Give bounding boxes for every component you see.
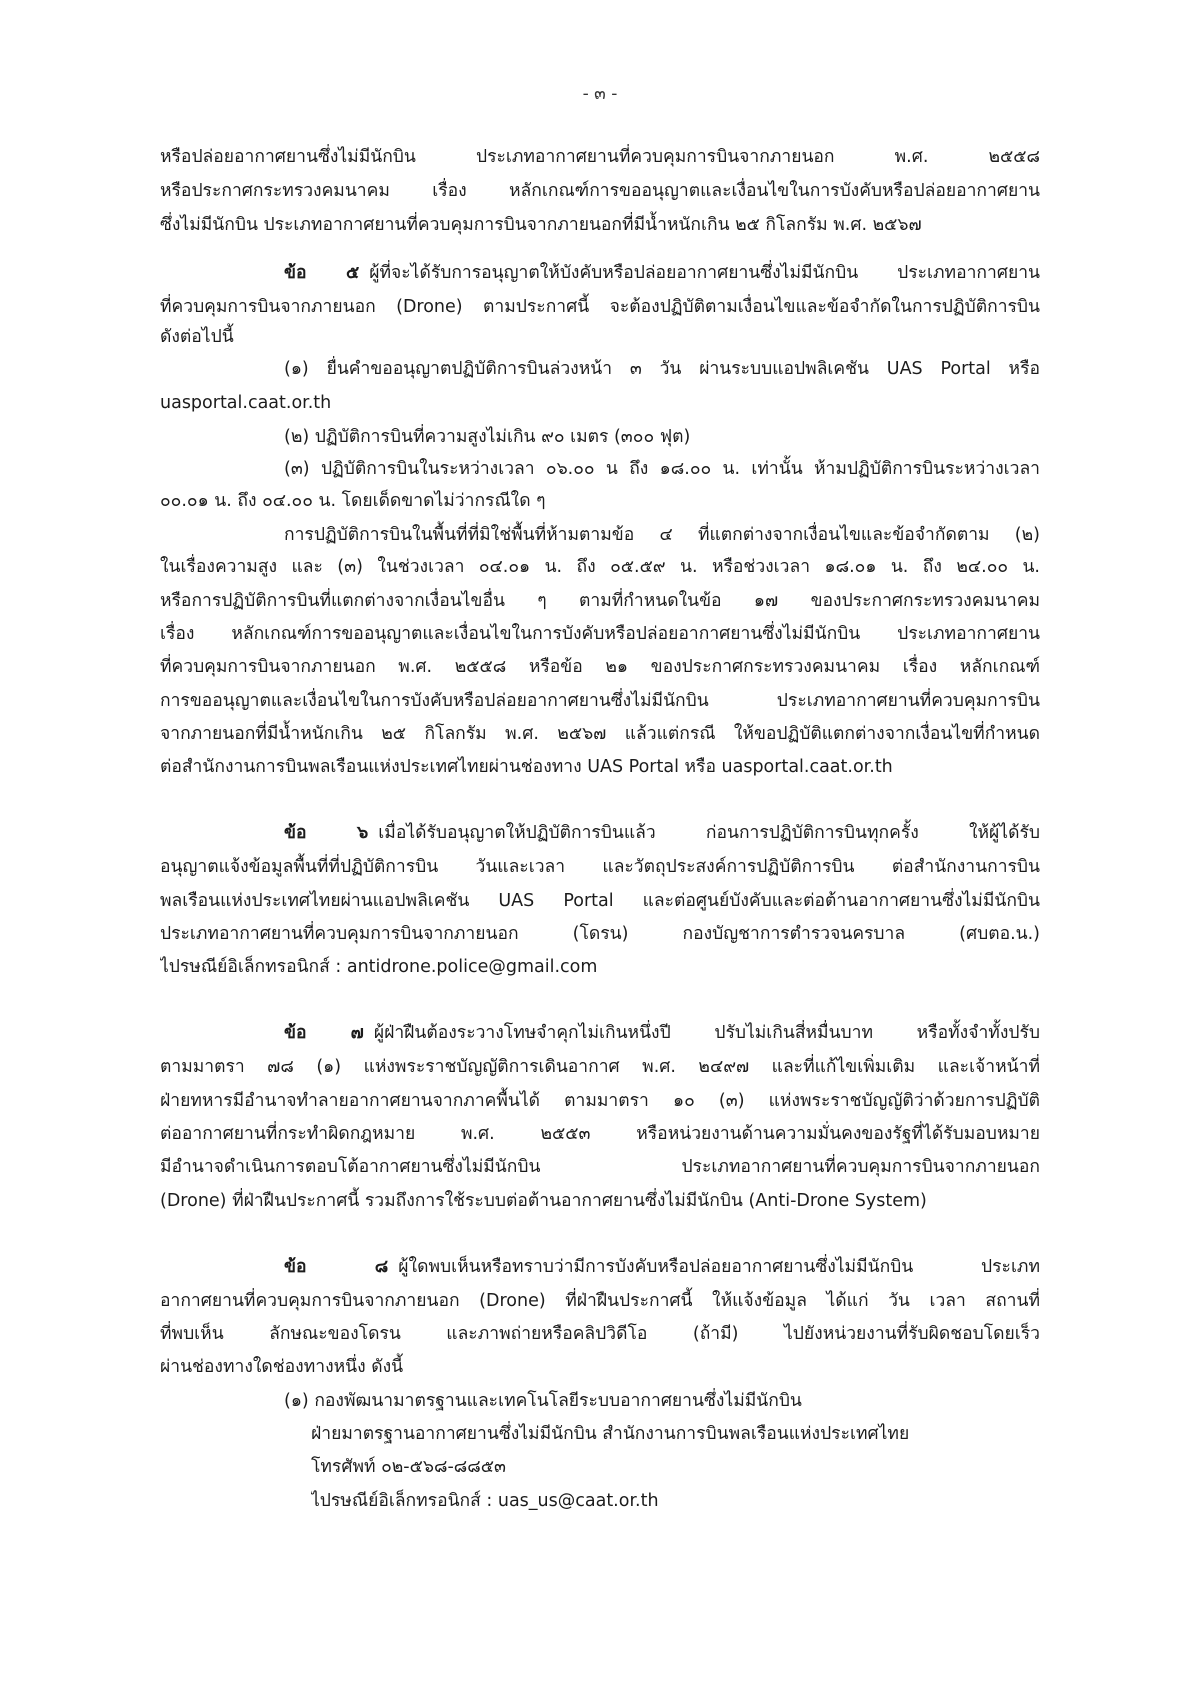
contact-org: (๑) กองพัฒนามาตรฐานและเทคโนโลยีระบบอากาศยานซึ่งไม่มีนักบิน [284, 1391, 802, 1411]
text-line: ซึ่งไม่มีนักบิน ประเภทอากาศยานที่ควบคุมการบินจากภายนอกที่มีน้ำหนักเกิน ๒๕ กิโลกรัม พ.ศ. ๒๕๖๗ [160, 215, 922, 235]
list-item-3: (๓) ปฏิบัติการบินในระหว่างเวลา ๐๖.๐๐ น ถึง ๑๘.๐๐ น. เท่านั้น ห้ามปฏิบัติการบินระหว่างเวลา [284, 459, 1040, 479]
text-line: ไปรษณีย์อิเล็กทรอนิกส์ : antidrone.police@gmail.com [160, 957, 598, 977]
clause-8-first-line [284, 1250, 1040, 1284]
text-line: ต่ออากาศยานที่กระทำผิดกฎหมาย พ.ศ. ๒๕๕๓ หรือหน่วยงานด้านความมั่นคงของรัฐที่ได้รับมอบหมาย [160, 1124, 1040, 1144]
list-item-1-cont: uasportal.caat.or.th [160, 393, 332, 413]
text-line: ฝ่ายทหารมีอำนาจทำลายอากาศยานจากภาคพื้นได้ ตามมาตรา ๑๐ (๓) แห่งพระราชบัญญัติว่าด้วยการปฏิบัติ [160, 1091, 1040, 1111]
list-item-1: (๑) ยื่นคำขออนุญาตปฏิบัติการบินล่วงหน้า ๓ วัน ผ่านระบบแอปพลิเคชัน UAS Portal หรือ [284, 359, 1040, 379]
contact-email[interactable]: ไปรษณีย์อิเล็กทรอนิกส์ : uas_us@caat.or.th [311, 1491, 659, 1511]
clause-5-first-line [284, 256, 1040, 290]
text-line: มีอำนาจดำเนินการตอบโต้อากาศยานซึ่งไม่มีนักบิน ประเภทอากาศยานที่ควบคุมการบินจากภายนอก [160, 1157, 1040, 1177]
text-span: ผู้ฝ่าฝืนต้องระวางโทษจำคุกไม่เกินหนึ่งปี ปรับไม่เกินสี่หมื่นบาท หรือทั้งจำทั้งปรับ [373, 1023, 1040, 1043]
text-line: อากาศยานที่ควบคุมการบินจากภายนอก (Drone) ที่ฝ่าฝืนประกาศนี้ ให้แจ้งข้อมูล ได้แก่ วัน เวลา สถานที่ [160, 1291, 1040, 1311]
list-item-3-cont: ๐๐.๐๑ น. ถึง ๐๔.๐๐ น. โดยเด็ดขาดไม่ว่ากรณีใด ๆ [160, 491, 546, 511]
text-line: การขออนุญาตและเงื่อนไขในการบังคับหรือปล่อยอากาศยานซึ่งไม่มีนักบิน ประเภทอากาศยานที่ควบคุมการบิน [160, 691, 1040, 711]
text-line: ที่ควบคุมการบินจากภายนอก (Drone) ตามประกาศนี้ จะต้องปฏิบัติตามเงื่อนไขและข้อจำกัดในการปฏิบัติการบิน [160, 297, 1040, 317]
text-line: ที่พบเห็น ลักษณะของโดรน และภาพถ่ายหรือคลิปวิดีโอ (ถ้ามี) ไปยังหน่วยงานที่รับผิดชอบโดยเร็ว [160, 1324, 1040, 1344]
text-line: ที่ควบคุมการบินจากภายนอก พ.ศ. ๒๕๕๘ หรือข้อ ๒๑ ของประกาศกระทรวงคมนาคม เรื่อง หลักเกณฑ์ [160, 657, 1040, 677]
text-line: ผ่านช่องทางใดช่องทางหนึ่ง ดังนี้ [160, 1357, 404, 1377]
text-line: หรือประกาศกระทรวงคมนาคม เรื่อง หลักเกณฑ์การขออนุญาตและเงื่อนไขในการบังคับหรือปล่อยอากาศยาน [160, 181, 1040, 201]
page-number: - ๓ - [582, 84, 618, 104]
text-line: ดังต่อไปนี้ [160, 327, 234, 347]
clause-number: ข้อ ๕ [284, 263, 360, 283]
text-line: พลเรือนแห่งประเทศไทยผ่านแอปพลิเคชัน UAS Portal และต่อศูนย์บังคับและต่อต้านอากาศยานซึ่งไม่มีนักบิน [160, 891, 1040, 911]
text-line: ต่อสำนักงานการบินพลเรือนแห่งประเทศไทยผ่านช่องทาง UAS Portal หรือ uasportal.caat.or.th [160, 757, 893, 777]
contact-phone: โทรศัพท์ ๐๒-๕๖๘-๘๘๕๓ [311, 1457, 506, 1477]
text-line: หรือปล่อยอากาศยานซึ่งไม่มีนักบิน ประเภทอากาศยานที่ควบคุมการบินจากภายนอก พ.ศ. ๒๕๕๘ [160, 147, 1040, 167]
clause-number: ข้อ ๖ [284, 823, 369, 843]
text-line: ตามมาตรา ๗๘ (๑) แห่งพระราชบัญญัติการเดินอากาศ พ.ศ. ๒๔๙๗ และที่แก้ไขเพิ่มเติม และเจ้าหน้าที่ [160, 1057, 1040, 1077]
text-span: ผู้ที่จะได้รับการอนุญาตให้บังคับหรือปล่อยอากาศยานซึ่งไม่มีนักบิน ประเภทอากาศยาน [369, 263, 1040, 283]
text-line: ประเภทอากาศยานที่ควบคุมการบินจากภายนอก (โดรน) กองบัญชาการตำรวจนครบาล (ศบตอ.น.) [160, 924, 1040, 944]
text-line: เรื่อง หลักเกณฑ์การขออนุญาตและเงื่อนไขในการบังคับหรือปล่อยอากาศยานซึ่งไม่มีนักบิน ประเภทอากาศยาน [160, 624, 1040, 644]
contact-dept: ฝ่ายมาตรฐานอากาศยานซึ่งไม่มีนักบิน สำนักงานการบินพลเรือนแห่งประเทศไทย [311, 1424, 910, 1444]
exception-first-line: การปฏิบัติการบินในพื้นที่ที่มิใช่พื้นที่ห้ามตามข้อ ๔ ที่แตกต่างจากเงื่อนไขและข้อจำกัดตาม (๒) [284, 525, 1040, 545]
clause-7-first-line [284, 1016, 1040, 1050]
clause-number: ข้อ ๘ [284, 1257, 389, 1277]
text-line: (Drone) ที่ฝ่าฝืนประกาศนี้ รวมถึงการใช้ระบบต่อต้านอากาศยานซึ่งไม่มีนักบิน (Anti-Drone System) [160, 1191, 927, 1211]
list-item-2: (๒) ปฏิบัติการบินที่ความสูงไม่เกิน ๙๐ เมตร (๓๐๐ ฟุต) [284, 427, 691, 447]
clause-number: ข้อ ๗ [284, 1023, 364, 1043]
text-line: อนุญาตแจ้งข้อมูลพื้นที่ที่ปฏิบัติการบิน วันและเวลา และวัตถุประสงค์การปฏิบัติการบิน ต่อสำนักงานการบิน [160, 857, 1040, 877]
text-span: เมื่อได้รับอนุญาตให้ปฏิบัติการบินแล้ว ก่อนการปฏิบัติการบินทุกครั้ง ให้ผู้ได้รับ [378, 823, 1040, 843]
text-line: หรือการปฏิบัติการบินที่แตกต่างจากเงื่อนไขอื่น ๆ ตามที่กำหนดในข้อ ๑๗ ของประกาศกระทรวงคมนาคม [160, 591, 1040, 611]
text-line: จากภายนอกที่มีน้ำหนักเกิน ๒๕ กิโลกรัม พ.ศ. ๒๕๖๗ แล้วแต่กรณี ให้ขอปฏิบัติแตกต่างจากเงื่อนไขที่กำหนด [160, 724, 1040, 744]
text-line: ในเรื่องความสูง และ (๓) ในช่วงเวลา ๐๔.๐๑ น. ถึง ๐๕.๕๙ น. หรือช่วงเวลา ๑๘.๐๑ น. ถึง ๒๔.๐๐ น. [160, 557, 1040, 577]
clause-6-first-line [284, 816, 1040, 850]
text-span: ผู้ใดพบเห็นหรือทราบว่ามีการบังคับหรือปล่อยอากาศยานซึ่งไม่มีนักบิน ประเภท [398, 1257, 1040, 1277]
